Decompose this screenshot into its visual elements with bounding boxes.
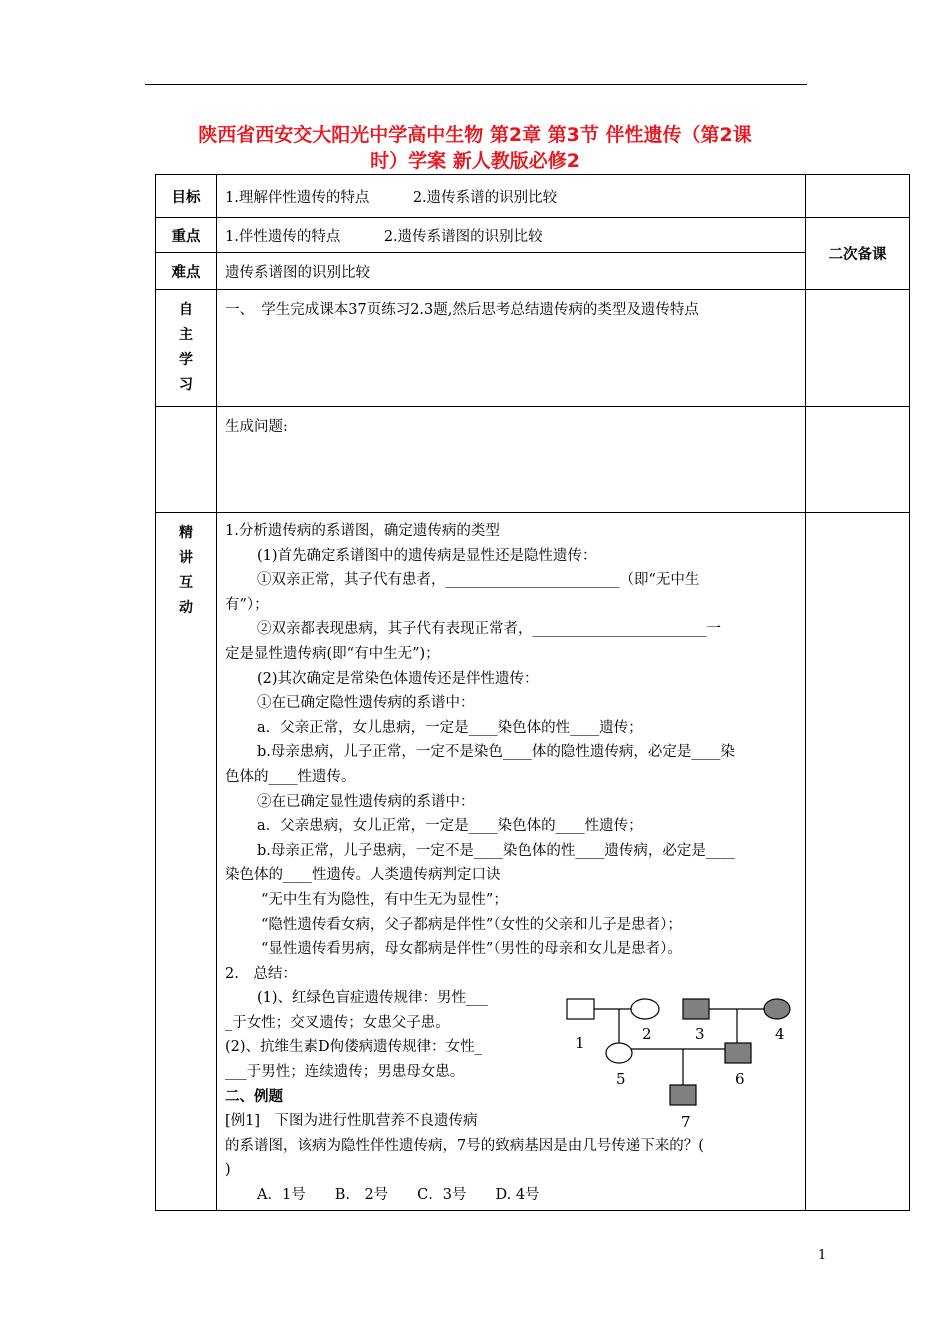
self-study-cell xyxy=(217,290,806,407)
pedigree-label-2: 2 xyxy=(642,1025,652,1043)
content-line: ) xyxy=(225,1162,231,1179)
content-line: 2. 总结： xyxy=(225,965,297,982)
interaction-side-cell xyxy=(806,513,910,1211)
pedigree-label-3: 3 xyxy=(695,1025,705,1043)
self-study-char: 习 xyxy=(179,377,193,393)
interaction-char: 互 xyxy=(179,575,193,591)
content-line: “无中生有为隐性，有中生无为显性”； xyxy=(261,891,508,908)
self-study-char: 学 xyxy=(179,352,193,368)
content-line: 色体的____性遗传。 xyxy=(225,768,356,785)
self-study-side-cell xyxy=(806,290,910,407)
content-line: 有”）； xyxy=(225,596,269,613)
content-line: ②在已确定显性遗传病的系谱中： xyxy=(257,793,475,810)
key-label: 重点 xyxy=(156,218,217,253)
example-heading: 二、例题 xyxy=(225,1088,283,1105)
content-line: ___于男性；连续遗传；男患母女患。 xyxy=(225,1064,465,1081)
content-line: ①在已确定隐性遗传病的系谱中： xyxy=(257,695,475,712)
content-line: (2)其次确定是常染色体遗传还是伴性遗传： xyxy=(257,670,539,687)
pedigree-label-5: 5 xyxy=(616,1070,626,1088)
header-rule xyxy=(145,84,807,85)
female-unaffected-2 xyxy=(631,999,659,1019)
content-line: “显性遗传看男病，母女都病是伴性”（男性的母亲和女儿是患者）。 xyxy=(261,941,682,958)
difficulty-label: 难点 xyxy=(156,253,217,290)
pedigree-label-6: 6 xyxy=(735,1070,745,1088)
pedigree-label-7: 7 xyxy=(681,1113,691,1128)
questions-cell xyxy=(217,407,806,513)
content-line: (2)、抗维生素D佝偻病遗传规律：女性_ xyxy=(225,1039,482,1056)
content-line: ①双亲正常，其子代有患者，________________________（即“无中生 xyxy=(257,572,700,589)
content-line: a．父亲正常，女儿患病，一定是____染色体的性____遗传； xyxy=(257,719,643,736)
content-line: a．父亲患病，女儿正常，一定是____染色体的____性遗传； xyxy=(257,818,643,835)
pedigree-label-4: 4 xyxy=(775,1025,785,1043)
content-line: b.母亲正常，儿子患病，一定不是____染色体的性____遗传病，必定是____ xyxy=(257,842,735,859)
male-unaffected-1 xyxy=(567,999,594,1019)
questions-text: 生成问题: xyxy=(225,419,288,435)
pedigree-label-1: 1 xyxy=(575,1034,585,1052)
goal-label: 目标 xyxy=(156,175,217,218)
female-affected-4 xyxy=(764,999,790,1019)
interaction-char: 讲 xyxy=(179,550,193,566)
content-line: b.母亲患病，儿子正常，一定不是染色____体的隐性遗传病，必定是____染 xyxy=(257,744,735,761)
self-study-label xyxy=(156,290,217,407)
difficulty-text: 遗传系谱图的识别比较 xyxy=(217,253,806,290)
female-unaffected-5 xyxy=(606,1043,632,1063)
content-line: 的系谱图，该病为隐性伴性遗传病，7号的致病基因是由几号传递下来的？( xyxy=(225,1137,704,1154)
key-text: 1.伴性遗传的特点 2.遗传系谱图的识别比较 xyxy=(217,218,806,253)
interaction-char: 精 xyxy=(179,525,193,541)
second-prep-label: 二次备课 xyxy=(806,218,910,290)
interaction-label xyxy=(156,513,217,1211)
page-number: 1 xyxy=(818,1248,827,1263)
goal-text: 1.理解伴性遗传的特点 2.遗传系谱的识别比较 xyxy=(217,175,806,218)
content-line: ②双亲都表现患病，其子代有表现正常者，________________________一 xyxy=(257,621,721,638)
pedigree-diagram xyxy=(555,988,815,1128)
content-line: 染色体的____性遗传。人类遗传病判定口诀 xyxy=(225,867,501,884)
title-line-2: 时）学案 新人教版必修2 xyxy=(370,150,580,172)
content-line: (1)首先确定系谱图中的遗传病是显性还是隐性遗传： xyxy=(257,547,597,564)
goal-side-cell xyxy=(806,175,910,218)
content-line: _于女性；交叉遗传；女患父子患。 xyxy=(225,1014,450,1031)
self-study-text: 一、 学生完成课本37页练习2.3题,然后思考总结遗传病的类型及遗传特点 xyxy=(225,302,699,318)
title-line-1: 陕西省西安交大阳光中学高中生物 第2章 第3节 伴性遗传（第2课 xyxy=(198,124,752,146)
answer-options: A．1号 B. 2号 C．3号 D. 4号 xyxy=(257,1187,540,1204)
male-affected-6 xyxy=(725,1043,751,1063)
male-affected-7 xyxy=(670,1085,696,1105)
questions-row xyxy=(156,407,910,513)
goal-row xyxy=(156,175,910,218)
key-row xyxy=(156,218,910,253)
page-title xyxy=(130,122,820,174)
male-affected-3 xyxy=(683,999,709,1019)
self-study-char: 自 xyxy=(179,302,193,318)
questions-label-cell xyxy=(156,407,217,513)
interaction-char: 动 xyxy=(179,600,193,616)
content-line: 定是显性遗传病(即“有中生无”)； xyxy=(225,645,440,662)
content-line: 1.分析遗传病的系谱图，确定遗传病的类型 xyxy=(225,523,500,539)
content-line: (1)、红绿色盲症遗传规律：男性___ xyxy=(257,990,488,1007)
self-study-char: 主 xyxy=(179,327,193,343)
questions-side-cell xyxy=(806,407,910,513)
content-line: “隐性遗传看女病，父子都病是伴性”（女性的父亲和儿子是患者）； xyxy=(261,916,682,933)
difficulty-row xyxy=(156,253,910,290)
content-line: [例1] 下图为进行性肌营养不良遗传病 xyxy=(225,1113,478,1130)
self-study-row xyxy=(156,290,910,407)
